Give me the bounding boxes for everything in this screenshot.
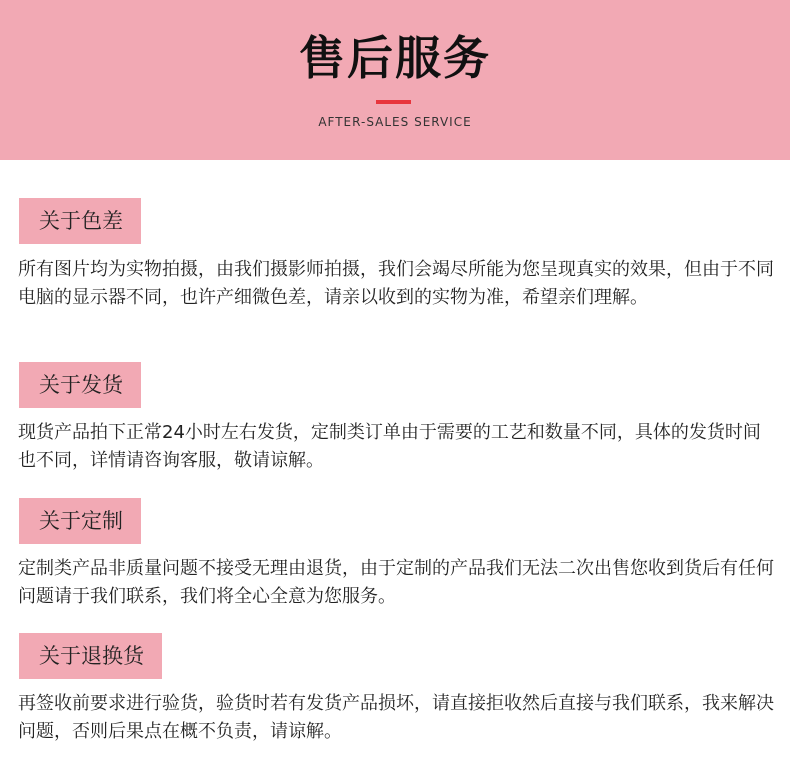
section-label-color-difference: 关于色差 [19,198,141,244]
title-underline [376,100,411,104]
page-subtitle: AFTER-SALES SERVICE [318,115,472,129]
header-banner [0,0,790,160]
page-title: 售后服务 [299,31,491,85]
section-body-color-difference: 所有图片均为实物拍摄，由我们摄影师拍摄，我们会竭尽所能为您呈现真实的效果，但由于不同电脑的显示器不同，也许产细微色差，请亲以收到的实物为准，希望亲们理解。 [18,259,774,308]
section-body-shipping: 现货产品拍下正常24小时左右发货，定制类订单由于需要的工艺和数量不同，具体的发货时间也不同，详情请咨询客服，敬请谅解。 [18,422,761,471]
section-label-customization: 关于定制 [19,498,141,544]
section-label-shipping: 关于发货 [19,362,141,408]
section-label-returns: 关于退换货 [19,633,162,679]
section-body-returns: 再签收前要求进行验货，验货时若有发货产品损坏，请直接拒收然后直接与我们联系，我来解决问题，否则后果点在概不负责，请谅解。 [18,693,774,742]
section-body-customization: 定制类产品非质量问题不接受无理由退货，由于定制的产品我们无法二次出售您收到货后有任何问题请于我们联系，我们将全心全意为您服务。 [18,558,774,607]
